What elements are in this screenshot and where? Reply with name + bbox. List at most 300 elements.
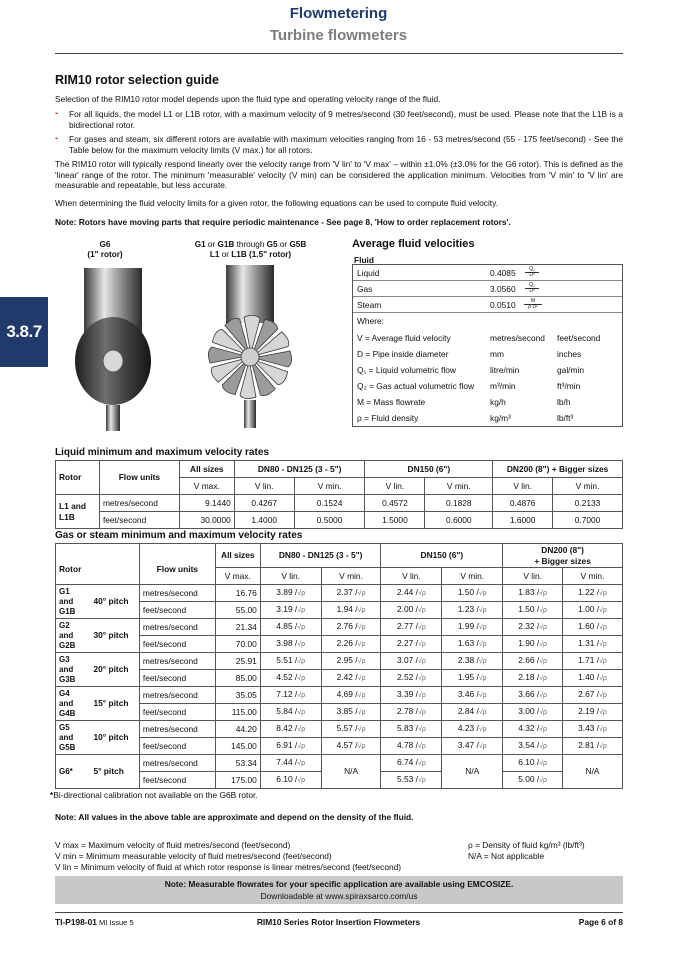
def-metric: mm (490, 349, 504, 359)
units-cell: metres/second (139, 755, 215, 772)
value-cell: 9.1440 (179, 495, 234, 512)
fluid-row-gas (353, 284, 622, 300)
value-cell (321, 721, 381, 738)
value-text: 5.83 / (397, 723, 418, 734)
table-row (56, 653, 623, 670)
value-cell (442, 721, 503, 738)
rotor-cell (56, 721, 84, 755)
value-cell (442, 687, 503, 704)
value-cell (503, 755, 563, 772)
value-text: 4.85 / (276, 621, 298, 632)
value-text: 2.67 / (578, 689, 600, 700)
value-text: 1.95 / (457, 672, 479, 683)
value-cell (442, 653, 503, 670)
value-text: 3.07 / (397, 655, 418, 666)
footer-doc: TI-P198-01 (55, 917, 97, 927)
header-flow-units: Flow units (139, 544, 215, 585)
value-cell (503, 653, 563, 670)
sqrt-rho-symbol: √ρ (539, 641, 548, 649)
sqrt-rho-symbol: √ρ (297, 692, 306, 700)
value-text: 3.46 / (457, 689, 479, 700)
legend-vmin: V min = Minimum measurable velocity of fluid metres/second (feet/second) (55, 851, 332, 861)
value-text: 1.63 / (457, 638, 479, 649)
sqrt-rho-symbol: √ρ (357, 624, 366, 632)
value-cell (260, 670, 321, 687)
sqrt-rho-symbol: √ρ (478, 590, 487, 598)
value-text: 8.42 / (276, 723, 298, 734)
sqrt-rho-symbol: √ρ (417, 590, 426, 598)
table-row (56, 602, 623, 619)
value-text: 7.44 / (276, 757, 298, 768)
divider (353, 312, 622, 313)
def-imperial: feet/second (557, 333, 601, 343)
sqrt-rho-symbol: √ρ (297, 641, 306, 649)
vmax-cell: 145.00 (215, 738, 260, 755)
value-text: 1.00 / (578, 604, 600, 615)
value-cell: 30.0000 (179, 512, 234, 529)
header-title: Flowmetering (289, 5, 388, 22)
pitch-cell: 10° pitch (83, 721, 139, 755)
value-cell (442, 670, 503, 687)
fluid-coef: 0.4085 (490, 268, 516, 278)
pitch-cell: 40° pitch (83, 585, 139, 619)
sqrt-rho-symbol: √ρ (297, 726, 306, 734)
header-dn80: DN80 - DN125 (3 - 5") (260, 544, 381, 568)
value-cell (260, 687, 321, 704)
sqrt-rho-symbol: √ρ (599, 743, 607, 751)
na-cell: N/A (321, 755, 381, 789)
value-text: 2.00 / (397, 604, 418, 615)
value-cell: 0.5000 (294, 512, 365, 529)
fluid-fraction (525, 283, 539, 294)
value-cell (563, 738, 623, 755)
def-imperial: lb/h (557, 397, 571, 407)
value-text: 4.57 / (336, 740, 358, 751)
sqrt-rho-symbol: √ρ (357, 726, 366, 734)
sqrt-rho-symbol: √ρ (539, 590, 548, 598)
rotor-cell (56, 653, 84, 687)
sub-vlin: V lin. (234, 478, 294, 495)
value-cell (321, 704, 381, 721)
sub-vmin: V min. (563, 568, 623, 585)
sqrt-rho-symbol: √ρ (417, 760, 426, 768)
sub-vlin: V lin. (260, 568, 321, 585)
g6-rotor-illustration (62, 268, 167, 433)
value-text: 2.66 / (518, 655, 540, 666)
value-text: 1.94 / (336, 604, 358, 615)
value-text: 1.22 / (578, 587, 600, 598)
rotor-g1b: G1B (217, 240, 235, 249)
sqrt-rho-symbol: √ρ (417, 726, 426, 734)
sqrt-rho-symbol: √ρ (357, 692, 366, 700)
sub-vlin: V lin. (381, 568, 442, 585)
rotor-through: through (234, 240, 267, 249)
emcosize-link[interactable]: Downloadable at www.spiraxsarco.com/us (260, 890, 418, 901)
value-cell (563, 653, 623, 670)
sqrt-rho-symbol: √ρ (417, 743, 426, 751)
legend-vlin: V lin = Minimum velocity of fluid at which rotor response is linear metres/second (feet/second) (55, 862, 402, 872)
sqrt-rho-symbol: √ρ (478, 624, 487, 632)
gas-velocity-table (55, 543, 623, 789)
value-text: 1.90 / (518, 638, 540, 649)
pitch-cell: 20° pitch (83, 653, 139, 687)
sqrt-rho-symbol: √ρ (478, 743, 487, 751)
intro-text: Selection of the RIM10 rotor model depends upon the fluid type and operating velocity range of the fluid. (55, 94, 441, 104)
where-text: Where: (357, 316, 384, 326)
value-text: 3.54 / (518, 740, 540, 751)
value-cell (321, 738, 381, 755)
value-text: 1.40 / (578, 672, 600, 683)
legend-vmax: V max = Maximum velocity of fluid metres/second (feet/second) (55, 840, 291, 850)
vmax-cell: 44.20 (215, 721, 260, 738)
vmax-cell: 21.34 (215, 619, 260, 636)
table-row (56, 585, 623, 602)
value-cell: 0.4267 (234, 495, 294, 512)
bullet-text: For gases and steam, six different rotors are available with maximum velocities ranging from 16 - 53 metres/second (55 - 175 feet/second) - See the Table below for the maximum velocity limits (V max.) for all rotors. (69, 134, 623, 155)
sqrt-rho-symbol: √ρ (417, 777, 426, 785)
value-cell (503, 772, 563, 789)
def-row (353, 333, 622, 349)
units-cell: feet/second (139, 772, 215, 789)
sqrt-rho-symbol: √ρ (599, 709, 607, 717)
value-text: 2.44 / (397, 587, 418, 598)
value-text: 6.91 / (276, 740, 298, 751)
sqrt-rho-symbol: √ρ (357, 675, 366, 683)
units-cell: feet/second (139, 704, 215, 721)
vmax-cell: 25.91 (215, 653, 260, 670)
value-cell (321, 585, 381, 602)
def-metric: litre/min (490, 365, 520, 375)
sqrt-rho-symbol: √ρ (417, 658, 426, 666)
fluid-row-liquid (353, 268, 622, 284)
value-text: 4.32 / (518, 723, 540, 734)
def-row (353, 381, 622, 397)
value-cell (260, 619, 321, 636)
value-cell: 0.1524 (294, 495, 365, 512)
sqrt-rho-symbol: √ρ (297, 590, 306, 598)
value-cell (381, 670, 442, 687)
sqrt-rho-symbol: √ρ (297, 743, 306, 751)
fluid-fraction (525, 267, 539, 278)
pitch-cell: 5° pitch (83, 755, 139, 789)
value-cell (260, 772, 321, 789)
sqrt-rho-symbol: √ρ (478, 641, 487, 649)
sqrt-rho-symbol: √ρ (297, 607, 306, 615)
table-row (56, 495, 623, 512)
g6-size: (1" rotor) (87, 250, 123, 260)
footer-issue: MI Issue 5 (96, 918, 134, 927)
pitch-cell: 30° pitch (83, 619, 139, 653)
footer-title: RIM10 Series Rotor Insertion Flowmeters (256, 917, 421, 927)
value-text: 3.19 / (276, 604, 298, 615)
value-cell (442, 704, 503, 721)
rotor-cell: G6* (56, 755, 84, 789)
value-cell (503, 670, 563, 687)
table-row (56, 687, 623, 704)
value-cell (321, 636, 381, 653)
sqrt-rho-symbol: √ρ (297, 777, 306, 785)
value-text: 3.89 / (276, 587, 298, 598)
vmax-cell: 16.76 (215, 585, 260, 602)
def-symbol: D = Pipe inside diameter (357, 349, 449, 359)
def-metric: m³/min (490, 381, 516, 391)
fluid-fraction (524, 299, 542, 310)
value-cell: 0.6000 (425, 512, 493, 529)
fraction-denominator: D² (529, 288, 535, 294)
def-metric: kg/h (490, 397, 506, 407)
vmax-cell: 115.00 (215, 704, 260, 721)
fluid-name: Steam (357, 300, 382, 310)
header-rotor: Rotor (56, 544, 140, 585)
value-cell (381, 602, 442, 619)
value-text: 5.84 / (276, 706, 298, 717)
value-cell (260, 755, 321, 772)
where-label (353, 316, 622, 332)
rotor-name: L1B (59, 511, 75, 522)
fluid-header: Fluid (354, 255, 375, 265)
rotor-l1b: L1B (231, 250, 247, 260)
divider (353, 280, 622, 281)
value-cell (563, 687, 623, 704)
rotor-name: G1 and (59, 586, 74, 606)
value-text: 2.52 / (397, 672, 418, 683)
section-title: RIM10 rotor selection guide (55, 73, 219, 87)
value-text: 1.99 / (457, 621, 479, 632)
value-cell (563, 721, 623, 738)
sqrt-rho-symbol: √ρ (478, 658, 487, 666)
fraction-numerator: M (524, 299, 542, 305)
value-cell (321, 619, 381, 636)
sqrt-rho-symbol: √ρ (297, 760, 306, 768)
value-cell (321, 670, 381, 687)
linear-range-text: The RIM10 rotor will typically respond linearly over the velocity range from 'V lin' to 'V max' – within ±1.0% (±3.0% for the G6 rotor). This is defined as the 'linear' range of the rotor. The minimum 'measurable' velocity (V min) can be considered the application minimum. Velocities from 'V min' to 'V lin' are measurable and repeatable, but less accurate. (55, 159, 623, 190)
value-cell (442, 738, 503, 755)
value-text: 2.76 / (336, 621, 358, 632)
sqrt-rho-symbol: √ρ (478, 726, 487, 734)
bullet-marker: - (55, 133, 59, 144)
sqrt-rho-symbol: √ρ (417, 692, 426, 700)
value-cell (381, 619, 442, 636)
table-row (56, 670, 623, 687)
sqrt-rho-symbol: √ρ (539, 726, 548, 734)
value-text: 3.85 / (336, 706, 358, 717)
sub-vmin: V min. (294, 478, 365, 495)
fluid-row-steam (353, 300, 622, 316)
sqrt-rho-symbol: √ρ (417, 641, 426, 649)
value-cell (381, 687, 442, 704)
value-text: 3.66 / (518, 689, 540, 700)
rotor-name: G3 and (59, 654, 74, 674)
value-cell: 1.5000 (365, 512, 425, 529)
sqrt-rho-symbol: √ρ (599, 726, 607, 734)
value-cell (563, 619, 623, 636)
sqrt-rho-symbol: √ρ (539, 658, 548, 666)
value-text: 2.32 / (518, 621, 540, 632)
def-metric: kg/m³ (490, 413, 511, 423)
units-cell: metres/second (139, 653, 215, 670)
table-row (56, 738, 623, 755)
sub-vlin: V lin. (493, 478, 553, 495)
fraction-numerator: Q₁ (525, 267, 539, 273)
rotor-g5: G5 (266, 240, 278, 249)
na-cell: N/A (442, 755, 503, 789)
value-cell (563, 602, 623, 619)
sub-vlin: V lin. (503, 568, 563, 585)
sqrt-rho-symbol: √ρ (599, 624, 607, 632)
def-symbol: V = Average fluid velocity (357, 333, 451, 343)
sqrt-rho-symbol: √ρ (357, 743, 366, 751)
rotor-size: (1.5" rotor) (246, 250, 292, 260)
rotor-cell (56, 585, 84, 619)
value-cell (442, 602, 503, 619)
value-cell (381, 636, 442, 653)
sqrt-rho-symbol: √ρ (357, 590, 366, 598)
fluid-name: Liquid (357, 268, 380, 278)
sqrt-rho-symbol: √ρ (478, 692, 487, 700)
sqrt-rho-symbol: √ρ (478, 709, 487, 717)
value-text: 3.39 / (397, 689, 418, 700)
value-cell (381, 721, 442, 738)
value-text: 2.27 / (397, 638, 418, 649)
def-metric: metres/second (490, 333, 545, 343)
fraction-denominator: D² (529, 272, 535, 278)
def-imperial: lb/ft³ (557, 413, 574, 423)
sqrt-rho-symbol: √ρ (599, 675, 607, 683)
rotor-name: G5 and (59, 722, 74, 742)
fluid-coef: 0.0510 (490, 300, 516, 310)
value-cell: 0.1828 (425, 495, 493, 512)
rotor-name: G5B (59, 742, 76, 752)
emcosize-line1: Note: Measurable flowrates for your specific application are available using EMCOSIZE. (164, 879, 514, 889)
value-text: 2.26 / (336, 638, 358, 649)
value-cell (260, 585, 321, 602)
sub-vmax: V max. (215, 568, 260, 585)
sqrt-rho-symbol: √ρ (599, 590, 607, 598)
value-text: 1.60 / (578, 621, 600, 632)
value-cell (260, 602, 321, 619)
sub-vmin: V min. (321, 568, 381, 585)
sqrt-rho-symbol: √ρ (539, 692, 548, 700)
value-cell (260, 704, 321, 721)
liquid-velocity-table (55, 460, 623, 529)
sqrt-rho-symbol: √ρ (417, 675, 426, 683)
value-cell (503, 721, 563, 738)
value-cell (442, 619, 503, 636)
sub-vmin: V min. (442, 568, 503, 585)
def-row (353, 365, 622, 381)
header-rule (55, 53, 623, 54)
value-cell (503, 585, 563, 602)
value-cell (503, 636, 563, 653)
value-cell (503, 687, 563, 704)
header-dn200: DN200 (8") + Bigger sizes (493, 461, 623, 478)
value-cell: 0.4876 (493, 495, 553, 512)
sqrt-rho-symbol: √ρ (539, 607, 548, 615)
sqrt-rho-symbol: √ρ (417, 624, 426, 632)
value-text: 2.38 / (457, 655, 479, 666)
units-cell: feet/second (139, 670, 215, 687)
value-text: 2.18 / (518, 672, 540, 683)
value-cell (321, 687, 381, 704)
sqrt-rho-symbol: √ρ (297, 658, 306, 666)
emcosize-note (55, 876, 623, 904)
vmax-cell: 53.34 (215, 755, 260, 772)
maintenance-note: Note: Rotors have moving parts that require periodic maintenance - See page 8, 'How to order replacement rotors'. (55, 217, 511, 227)
vmax-cell: 70.00 (215, 636, 260, 653)
rotor-name: G3B (59, 674, 76, 684)
na-cell: N/A (563, 755, 623, 789)
sub-vlin: V lin. (365, 478, 425, 495)
def-symbol: Q₂ = Gas actual volumetric flow (357, 381, 475, 391)
bullet-marker: - (55, 108, 59, 119)
value-text: 3.43 / (578, 723, 600, 734)
sub-vmin: V min. (425, 478, 493, 495)
sub-vmin: V min. (553, 478, 623, 495)
value-cell (260, 636, 321, 653)
fluid-coef: 3.0560 (490, 284, 516, 294)
value-text: 1.50 / (518, 604, 540, 615)
sqrt-rho-symbol: √ρ (297, 675, 306, 683)
value-cell: 0.4572 (365, 495, 425, 512)
value-cell (381, 704, 442, 721)
header-rotor: Rotor (56, 461, 100, 495)
sqrt-rho-symbol: √ρ (357, 658, 366, 666)
value-text: 5.51 / (276, 655, 298, 666)
header-dn200 (503, 544, 623, 568)
rotor-name: G1B (59, 606, 76, 616)
table-header-row (56, 461, 623, 478)
table-row (56, 512, 623, 529)
value-cell (503, 602, 563, 619)
sqrt-rho-symbol: √ρ (539, 777, 548, 785)
value-text: 5.57 / (336, 723, 358, 734)
value-text: 4.52 / (276, 672, 298, 683)
fraction-numerator: Q₂ (525, 283, 539, 289)
rotor-or: or (205, 240, 218, 249)
vmax-cell: 175.00 (215, 772, 260, 789)
footnote-text: Bi-directional calibration not available on the G6B rotor. (53, 790, 258, 800)
value-cell (260, 721, 321, 738)
rotor-cell (56, 687, 84, 721)
value-cell (563, 636, 623, 653)
def-row (353, 397, 622, 413)
def-row (353, 349, 622, 365)
value-cell (260, 653, 321, 670)
value-text: 4.23 / (457, 723, 479, 734)
rotor-name: G4B (59, 708, 76, 718)
sqrt-rho-symbol: √ρ (357, 607, 366, 615)
def-imperial: gal/min (557, 365, 584, 375)
value-text: 4.78 / (397, 740, 418, 751)
value-text: 2.77 / (397, 621, 418, 632)
units-cell: metres/second (139, 619, 215, 636)
footnote (50, 790, 258, 801)
sqrt-rho-symbol: √ρ (478, 607, 487, 615)
units-cell: feet/second (139, 636, 215, 653)
header-all-sizes: All sizes (179, 461, 234, 478)
g1-rotor-label (178, 240, 323, 261)
units-cell: metres/second (139, 687, 215, 704)
sqrt-rho-symbol: √ρ (357, 641, 366, 649)
value-cell: 1.4000 (234, 512, 294, 529)
value-cell (381, 738, 442, 755)
units-cell: metres/second (99, 495, 179, 512)
def-symbol: Q₁ = Liquid volumetric flow (357, 365, 456, 375)
fluid-name: Gas (357, 284, 373, 294)
header-dn200-line2: + Bigger sizes (534, 555, 591, 566)
units-cell: metres/second (139, 721, 215, 738)
vmax-cell: 55.00 (215, 602, 260, 619)
